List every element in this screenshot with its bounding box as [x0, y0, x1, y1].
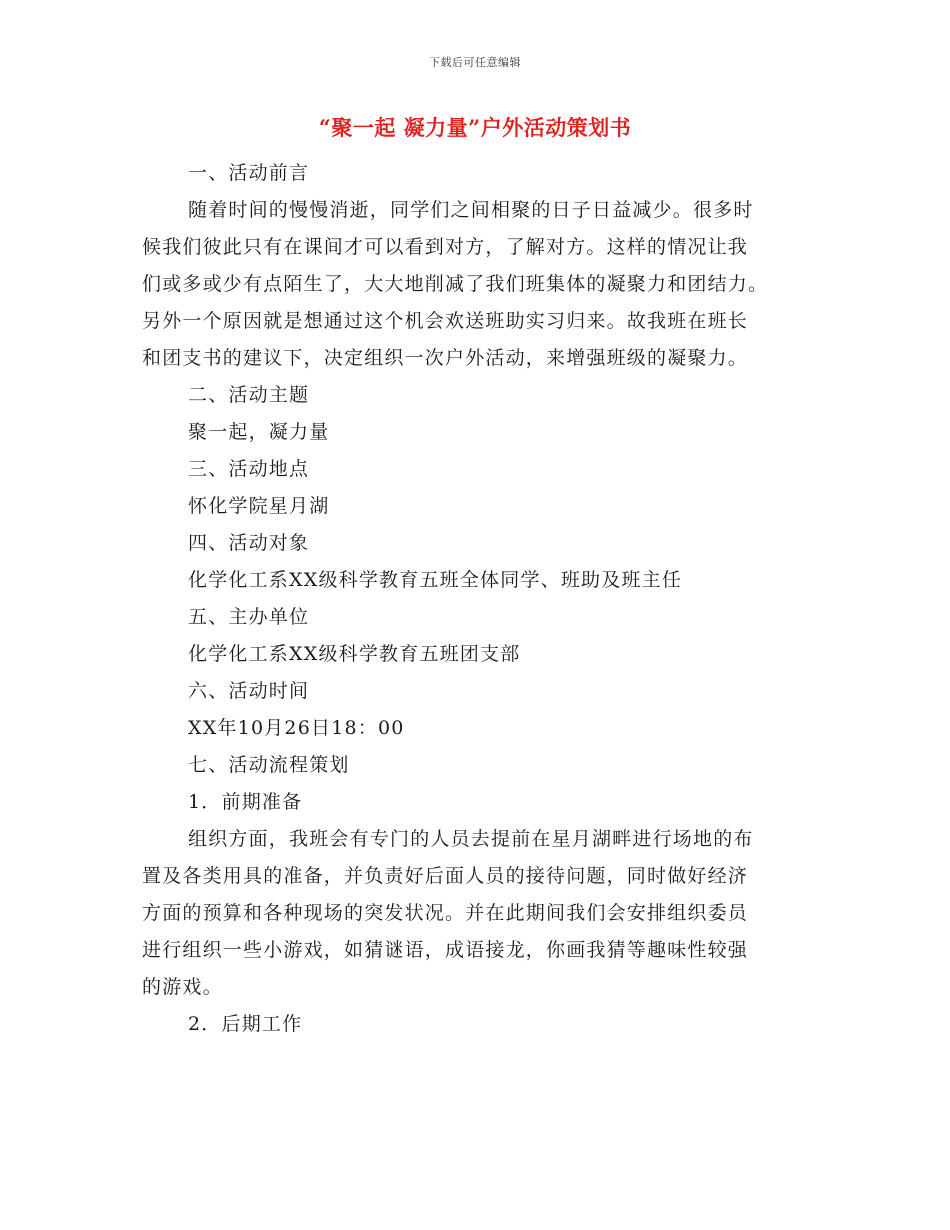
body-line: 1．前期准备	[188, 791, 303, 813]
body-line: 五、主办单位	[188, 606, 310, 628]
body-line: 六、活动时间	[188, 680, 310, 702]
body-line: 化学化工系XX级科学教育五班团支部	[188, 643, 521, 665]
body-line: 一、活动前言	[188, 162, 310, 184]
body-line: 进行组织一些小游戏，如猜谜语，成语接龙，你画我猜等趣味性较强	[142, 939, 749, 961]
body-line: 化学化工系XX级科学教育五班全体同学、班助及班主任	[188, 569, 683, 591]
body-line: 候我们彼此只有在课间才可以看到对方，了解对方。这样的情况让我	[142, 236, 749, 258]
body-line: 们或多或少有点陌生了，大大地削减了我们班集体的凝聚力和团结力。	[142, 273, 769, 295]
body-line: 和团支书的建议下，决定组织一次户外活动，来增强班级的凝聚力。	[142, 347, 749, 369]
body-line: 方面的预算和各种现场的突发状况。并在此期间我们会安排组织委员	[142, 902, 749, 924]
document-title: “聚一起 凝力量”户外活动策划书	[318, 115, 632, 140]
body-line: 四、活动对象	[188, 532, 310, 554]
body-line: 七、活动流程策划	[188, 754, 350, 776]
body-line: 聚一起，凝力量	[188, 421, 330, 443]
document-body	[142, 155, 812, 1043]
body-line: 另外一个原因就是想通过这个机会欢送班助实习归来。故我班在班长	[142, 310, 749, 332]
body-line: 2．后期工作	[188, 1013, 303, 1035]
body-line: 置及各类用具的准备，并负责好后面人员的接待问题，同时做好经济	[142, 865, 749, 887]
header-note: 下载后可任意编辑	[429, 56, 521, 69]
body-line: 怀化学院星月湖	[188, 495, 330, 517]
body-line: 随着时间的慢慢消逝，同学们之间相聚的日子日益减少。很多时	[188, 199, 754, 221]
body-line: XX年10月26日18：00	[188, 717, 405, 739]
body-line: 组织方面，我班会有专门的人员去提前在星月湖畔进行场地的布	[188, 828, 754, 850]
body-line: 二、活动主题	[188, 384, 310, 406]
body-line: 的游戏。	[142, 976, 223, 998]
body-line: 三、活动地点	[188, 458, 310, 480]
